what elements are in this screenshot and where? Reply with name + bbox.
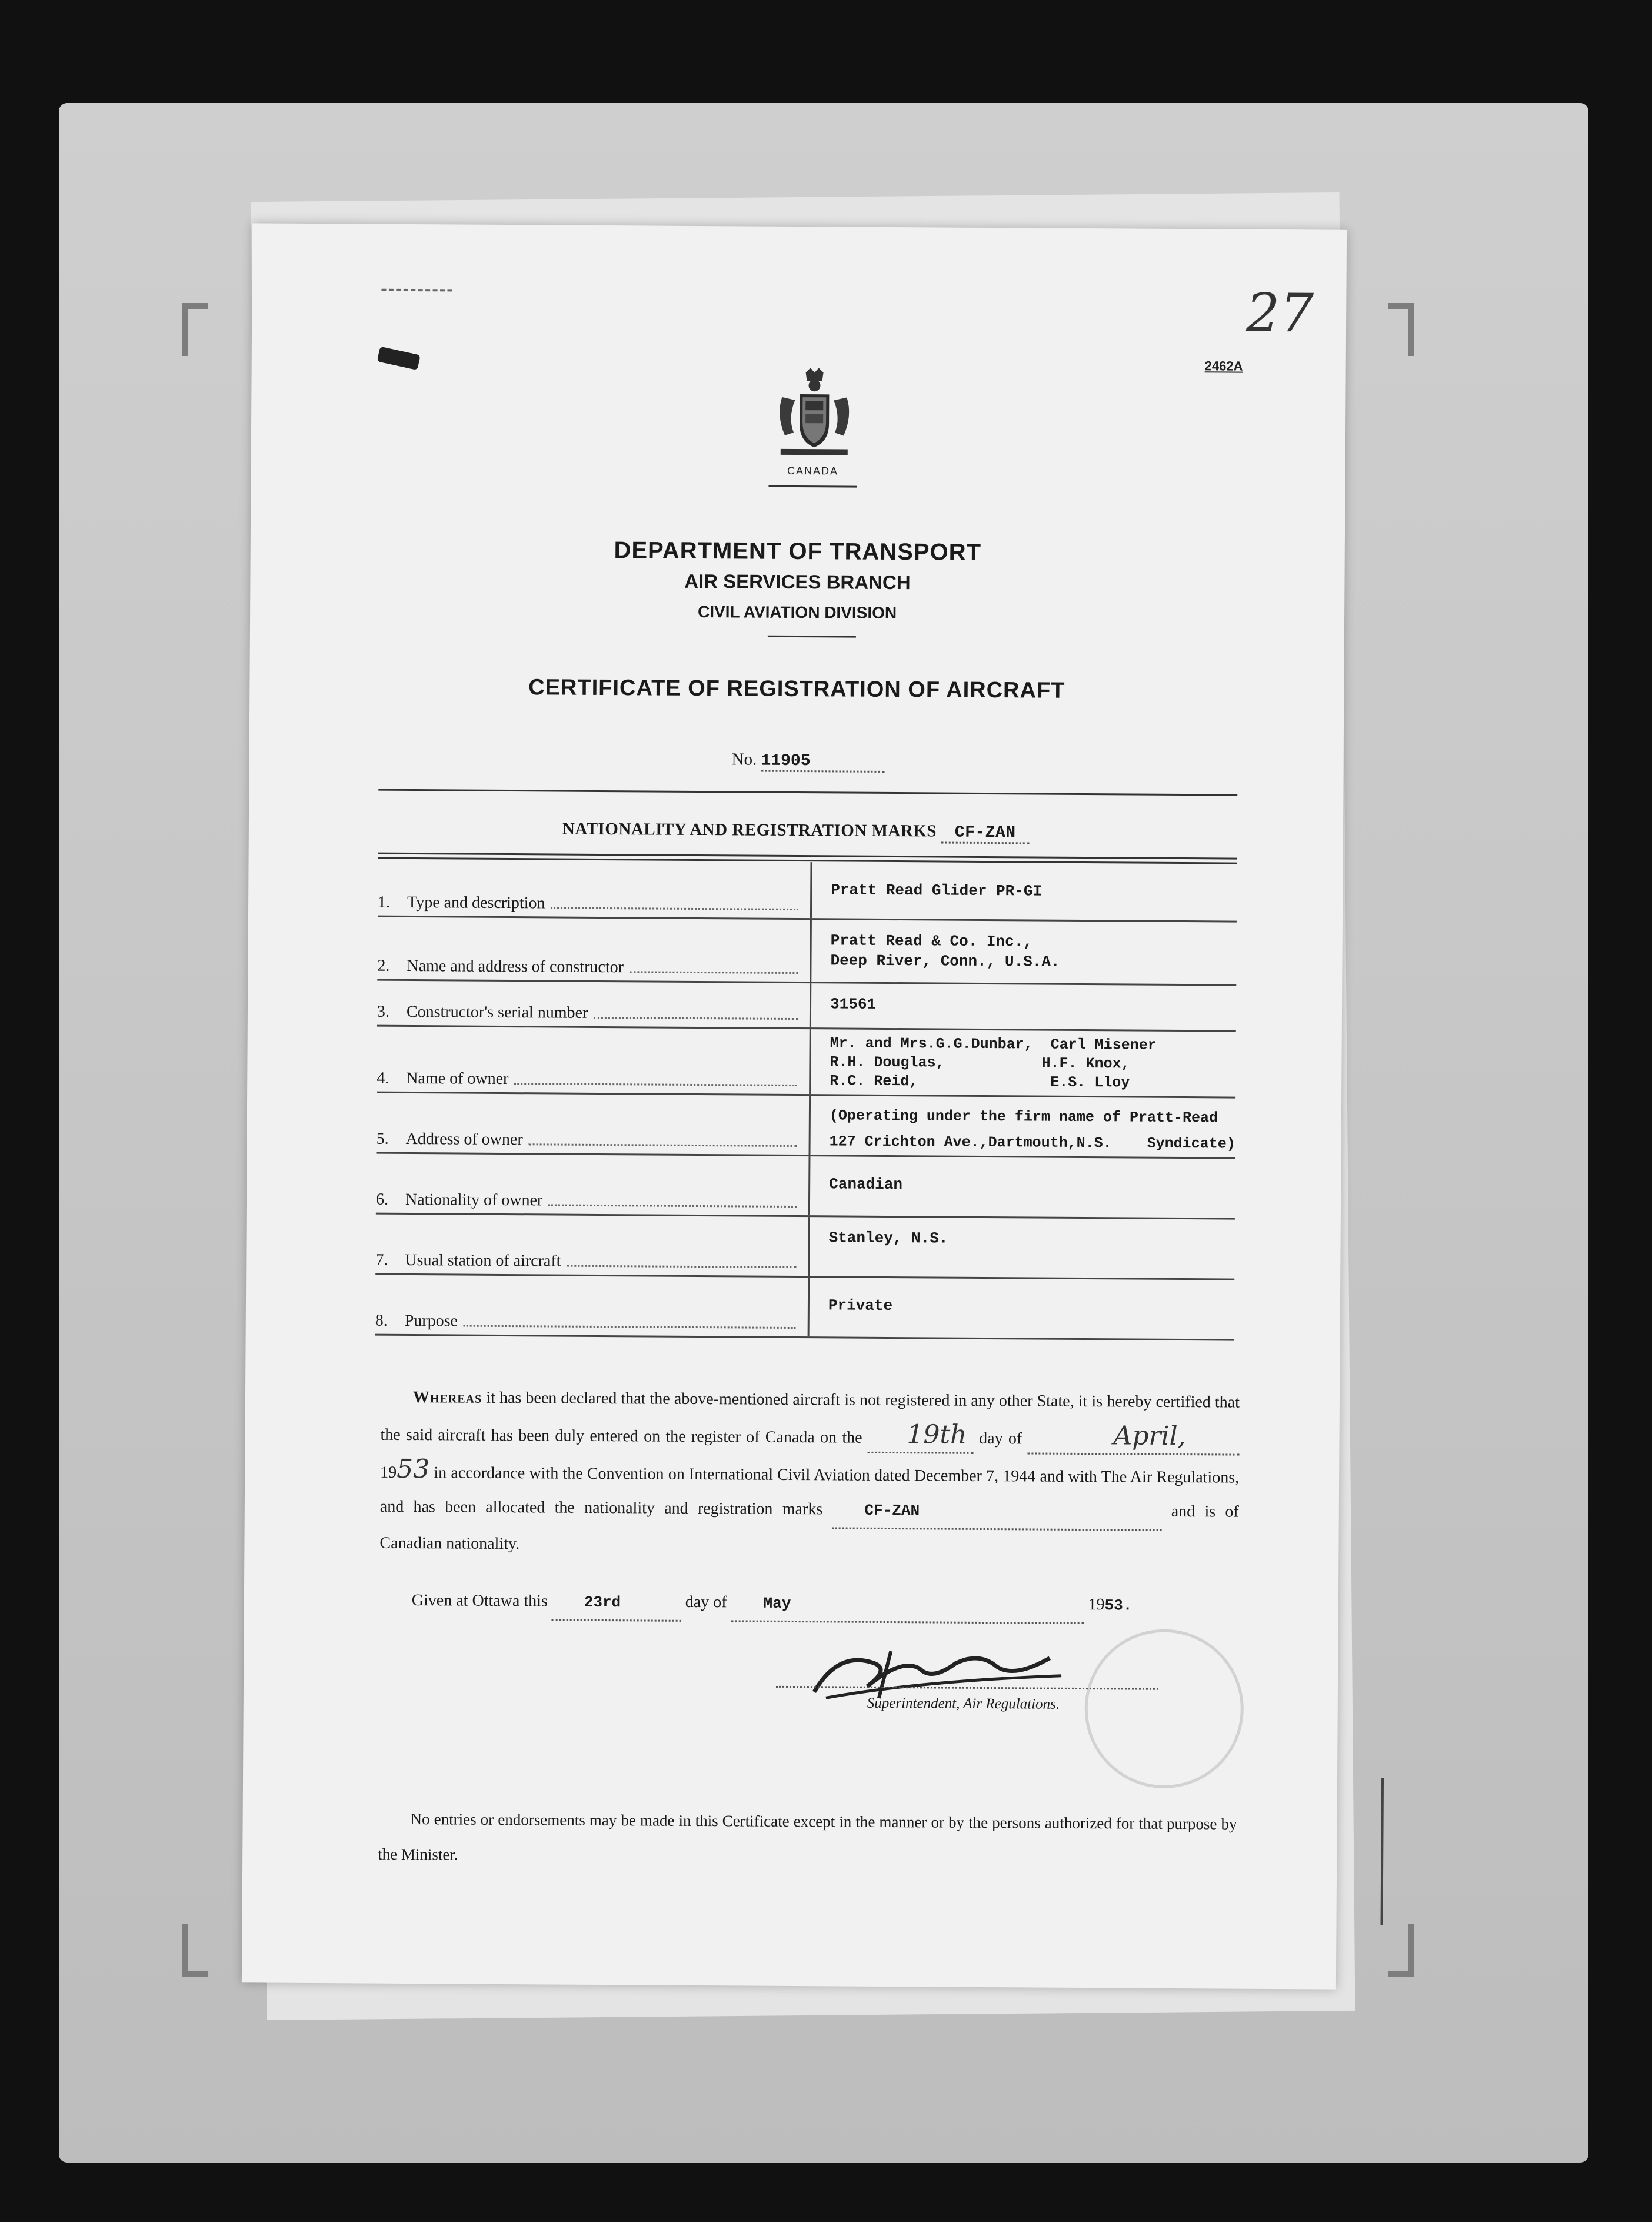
given-prefix: Given at Ottawa this — [411, 1591, 548, 1611]
field-row-constructor — [377, 917, 1237, 986]
field-label: Type and description — [407, 893, 545, 913]
rule-under-crest — [768, 485, 857, 488]
crop-mark-top-right — [1388, 303, 1414, 356]
registration-day: 19th — [868, 1418, 974, 1454]
field-value: Stanley, N.S. — [828, 1229, 948, 1248]
field-label: Purpose — [404, 1311, 458, 1330]
field-number: 4. — [377, 1069, 389, 1087]
ink-smudge — [377, 347, 421, 370]
signatory-title: Superintendent, Air Regulations. — [867, 1695, 1060, 1712]
declaration-text-4: and is of Canadian nationality. — [379, 1502, 1239, 1554]
given-year-prefix: 19 — [1088, 1595, 1105, 1614]
field-number: 3. — [377, 1002, 390, 1021]
field-row-owner-name — [377, 1027, 1236, 1099]
field-number: 1. — [378, 893, 391, 912]
field-row-station — [375, 1215, 1235, 1280]
given-day-of: day of — [685, 1592, 727, 1612]
certificate-number — [731, 750, 884, 773]
pencil-mark — [381, 289, 452, 294]
field-number: 6. — [375, 1190, 389, 1209]
form-number: 2462A — [1204, 358, 1243, 374]
country-label: CANADA — [787, 464, 839, 477]
field-value: Pratt Read & Co. Inc., Deep River, Conn., U.S.A. — [830, 932, 1060, 971]
crop-mark-bottom-right — [1388, 1924, 1414, 1977]
given-day: 23rd — [552, 1585, 681, 1621]
endorsement-notice: No entries or endorsements may be made in this Certificate except in the manner or by the persons authorized for that purpose by the Minister. — [378, 1810, 1237, 1864]
certificate-number-value: 11905 — [761, 752, 884, 773]
division-heading: CIVIL AVIATION DIVISION — [697, 602, 897, 623]
nationality-marks-value: CF-ZAN — [941, 824, 1030, 844]
rule-under-division — [768, 636, 856, 638]
field-label: Name and address of constructor — [407, 956, 624, 977]
registration-year: 53 — [397, 1453, 430, 1485]
crop-mark-top-left — [182, 303, 208, 356]
certificate-sheet — [242, 223, 1347, 1989]
registration-fields-table — [375, 860, 1237, 1341]
field-value: Mr. and Mrs.G.G.Dunbar, Carl Misener R.H. Douglas, H.F. Knox, R.C. Reid, E.S. Lloy — [830, 1035, 1157, 1092]
field-label: Nationality of owner — [405, 1190, 543, 1210]
field-label: Usual station of aircraft — [405, 1250, 561, 1270]
declaration-paragraph — [379, 1381, 1240, 1566]
field-row-nationality — [376, 1154, 1235, 1220]
embossed-seal — [1084, 1629, 1244, 1789]
nationality-marks-label: NATIONALITY AND REGISTRATION MARKS — [562, 819, 937, 841]
given-month: May — [731, 1586, 1084, 1624]
certificate-title: CERTIFICATE OF REGISTRATION OF AIRCRAFT — [528, 675, 1065, 703]
declaration-text-2: day of — [979, 1429, 1022, 1448]
field-row-serial — [377, 981, 1236, 1032]
field-row-type — [378, 860, 1237, 923]
field-row-owner-address — [376, 1093, 1235, 1159]
registration-year-prefix: 19 — [380, 1463, 397, 1482]
nationality-marks-row — [249, 817, 1343, 846]
field-value: Canadian — [829, 1175, 903, 1194]
given-line — [379, 1584, 1238, 1625]
department-heading: DEPARTMENT OF TRANSPORT — [614, 537, 982, 566]
field-value: Private — [828, 1296, 893, 1315]
given-year: 53. — [1104, 1596, 1133, 1615]
certificate-number-label: No. — [731, 750, 757, 769]
registration-month: April, — [1027, 1418, 1239, 1455]
field-number: 5. — [376, 1129, 389, 1148]
coat-of-arms-icon — [770, 368, 859, 463]
field-number: 2. — [377, 956, 390, 975]
folio-number: 27 — [1245, 282, 1314, 345]
whereas-word: Whereas — [412, 1388, 482, 1407]
field-value: (Operating under the firm name of Pratt-Read 127 Crichton Ave.,Dartmouth,N.S. Syndicate) — [829, 1107, 1235, 1153]
field-value: Pratt Read Glider PR-GI — [831, 881, 1043, 900]
declaration-text-1: it has been declared that the above-mentioned aircraft is not registered in any other State, it is hereby certified that the said aircraft has been duly entered on the register of Canada on the — [380, 1388, 1240, 1447]
field-row-purpose — [375, 1275, 1235, 1341]
field-label: Address of owner — [405, 1129, 523, 1149]
field-value: 31561 — [830, 995, 877, 1013]
declaration-text-3: in accordance with the Convention on International Civil Aviation dated December 7, 1944 and with The Air Regulations, and has been allocated the nationality and registration marks — [379, 1463, 1240, 1519]
field-label: Name of owner — [406, 1069, 509, 1089]
registration-marks-value: CF-ZAN — [832, 1493, 1161, 1531]
field-number: 8. — [375, 1311, 388, 1330]
field-label: Constructor's serial number — [406, 1002, 588, 1022]
field-number: 7. — [375, 1250, 388, 1269]
rule-top-1 — [378, 789, 1237, 796]
branch-heading: AIR SERVICES BRANCH — [684, 570, 911, 594]
crop-mark-bottom-left — [182, 1924, 208, 1977]
